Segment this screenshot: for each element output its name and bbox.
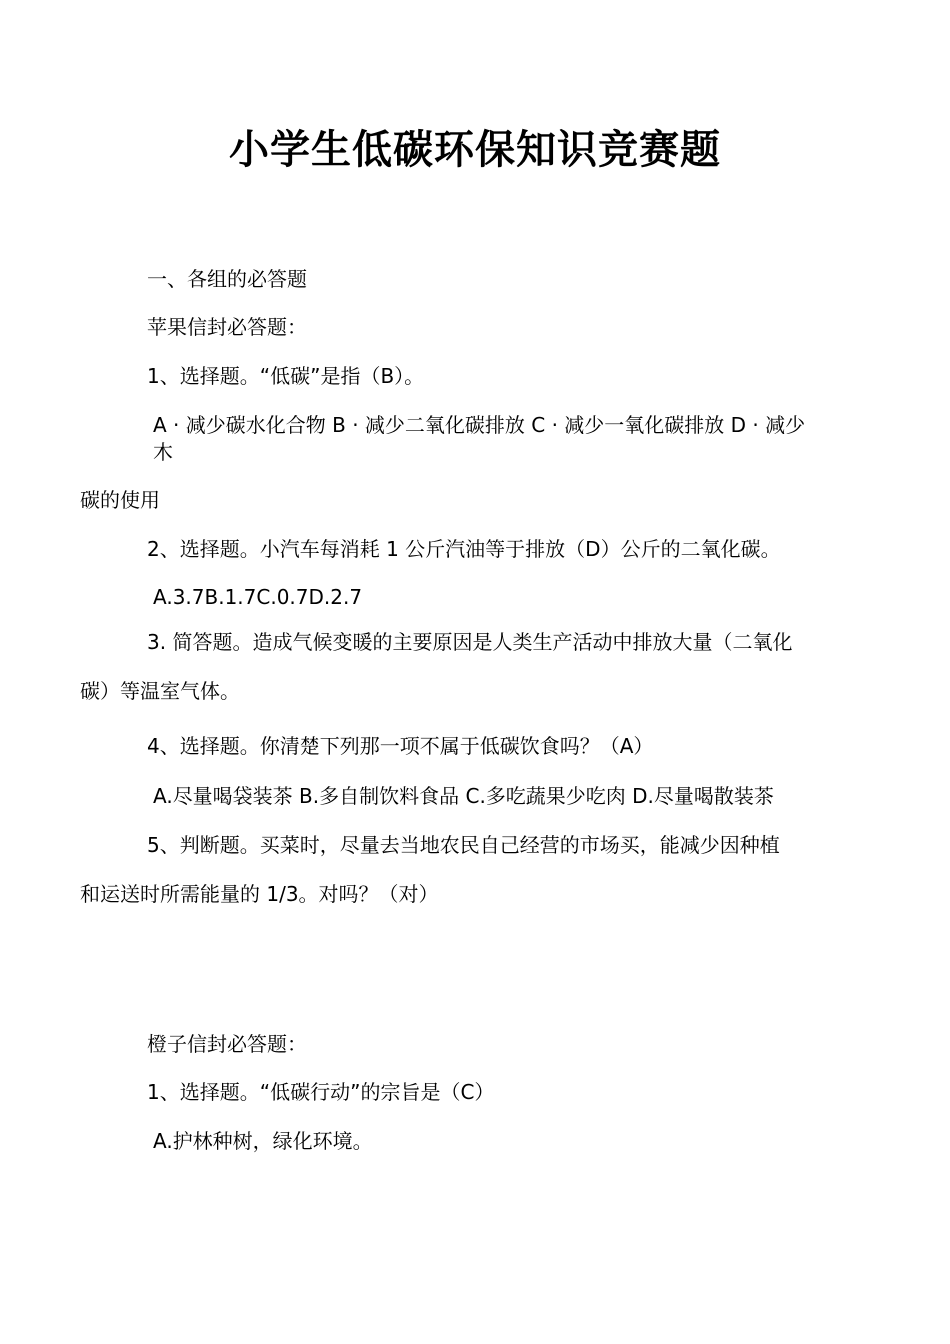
section-heading: 一、各组的必答题 [147,267,307,291]
question-2: 2、选择题。小汽车每消耗 1 公斤汽油等于排放（D）公斤的二氧化碳。 [147,537,781,561]
question-3-cont: 碳）等温室气体。 [80,679,240,703]
question-5: 5、判断题。买菜时，尽量去当地农民自己经营的市场买，能减少因种植 [147,833,780,857]
apple-envelope-heading: 苹果信封必答题： [147,315,307,339]
orange-envelope-heading: 橙子信封必答题： [147,1032,307,1056]
question-1-options: A · 减少碳水化合物 B · 减少二氧化碳排放 C · 减少一氧化碳排放 D · 减少 [153,413,806,437]
question-1-options-wrap: 木 [153,440,173,464]
orange-question-1: 1、选择题。“低碳行动”的宗旨是（C） [147,1080,495,1104]
question-1-options-cont: 碳的使用 [80,488,160,512]
question-4-options: A.尽量喝袋装茶 B.多自制饮料食品 C.多吃蔬果少吃肉 D.尽量喝散装茶 [153,784,774,808]
question-5-cont: 和运送时所需能量的 1/3。对吗？（对） [80,882,439,906]
question-1: 1、选择题。“低碳”是指（B）。 [147,364,425,388]
question-3: 3. 简答题。造成气候变暖的主要原因是人类生产活动中排放大量（二氧化 [147,630,793,654]
question-4: 4、选择题。你清楚下列那一项不属于低碳饮食吗？（A） [147,734,654,758]
question-2-options: A.3.7B.1.7C.0.7D.2.7 [153,585,363,609]
orange-question-1-option-a: A.护林种树，绿化环境。 [153,1129,373,1153]
document-title: 小学生低碳环保知识竞赛题 [229,127,721,173]
